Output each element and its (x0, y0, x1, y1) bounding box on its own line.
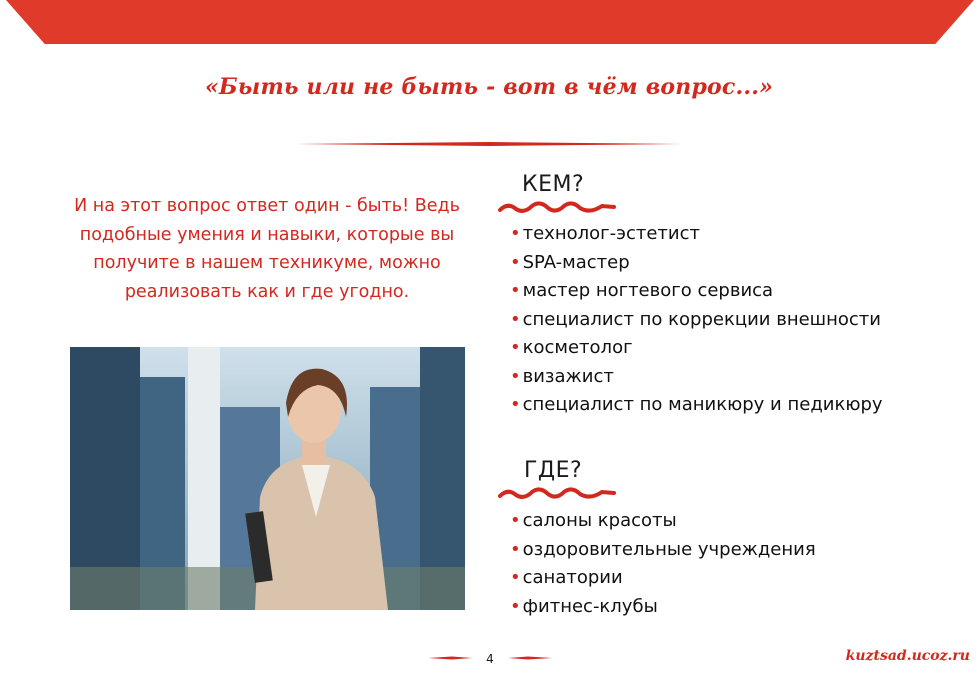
bullet-icon: • (510, 567, 521, 588)
who-heading-squiggle (498, 200, 616, 214)
list-item-label: мастер ногтевого сервиса (522, 280, 774, 301)
list-item-label: визажист (522, 365, 614, 387)
list-item (510, 249, 883, 278)
bullet-icon: • (510, 394, 521, 415)
bullet-icon: • (510, 337, 521, 358)
site-link[interactable]: kuztsad.ucoz.ru (845, 648, 970, 664)
title-underline (296, 142, 682, 146)
header-band (6, 0, 974, 44)
bullet-icon: • (510, 308, 521, 330)
photo-illustration (70, 347, 465, 610)
businesswoman-photo (70, 347, 465, 610)
list-item-label: санатории (522, 567, 623, 588)
list-item-label: оздоровительные учреждения (522, 538, 816, 560)
bullet-icon: • (510, 223, 521, 244)
bullet-icon: • (510, 251, 521, 273)
list-item-label: салоны красоты (522, 510, 677, 531)
list-item-label: специалист по коррекции внешности (522, 308, 881, 330)
intro-text: И на этот вопрос ответ один - быть! Ведь подобные умения и навыки, которые вы получите в нашем техникуме, можно реализовать как и где угодно. (74, 196, 460, 302)
list-item (510, 391, 883, 420)
list-item (510, 220, 883, 249)
where-list (510, 507, 816, 621)
bullet-icon: • (510, 280, 521, 301)
bullet-icon: • (510, 510, 521, 531)
who-heading: КЕМ? (522, 172, 585, 197)
list-item (510, 507, 816, 536)
where-heading: ГДЕ? (524, 458, 583, 483)
list-item (510, 363, 883, 392)
list-item (510, 564, 816, 593)
list-item (510, 277, 883, 306)
list-item-label: специалист по маникюру и педикюру (522, 394, 883, 415)
page-number: 4 (486, 652, 494, 666)
list-item (510, 536, 816, 565)
where-heading-squiggle (498, 486, 616, 500)
bullet-icon: • (510, 538, 521, 560)
list-item (510, 593, 816, 622)
bullet-icon: • (510, 595, 521, 617)
who-list (510, 220, 883, 420)
list-item-label: SPA-мастер (522, 251, 630, 273)
bullet-icon: • (510, 365, 521, 387)
list-item (510, 334, 883, 363)
list-item-label: технолог-эстетист (522, 223, 700, 244)
list-item (510, 306, 883, 335)
list-item-label: косметолог (522, 337, 633, 358)
page-title: «Быть или не быть - вот в чём вопрос...» (204, 74, 774, 100)
list-item-label: фитнес-клубы (522, 595, 658, 617)
